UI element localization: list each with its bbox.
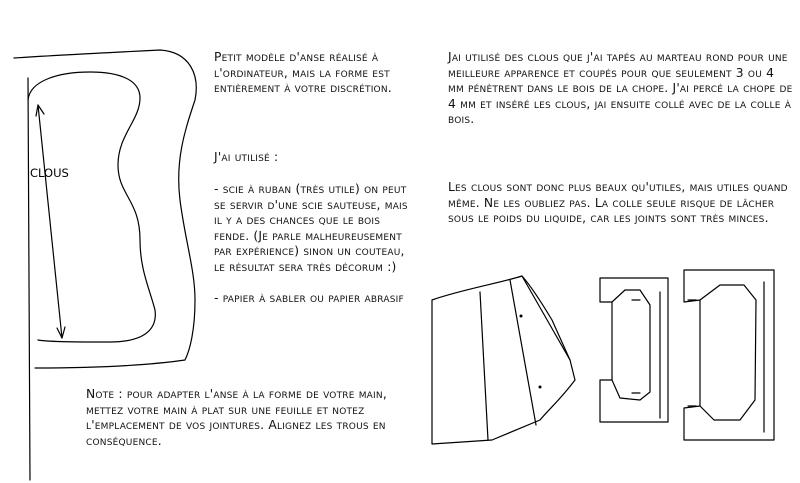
nail-hole-bottom (539, 386, 542, 389)
nail-hole-top (520, 315, 523, 318)
nails-warning-paragraph: Les clous sont donc plus beaux qu'utiles, mais utiles quand même. Ne les oubliez pas. La colle seule risque de lâcher sous le poids du liquide, car les joints sont très minces. (448, 180, 788, 226)
large-handle-drawing (684, 270, 774, 440)
clous-arrowhead-top (36, 105, 44, 116)
tools-heading: J'ai utilisé : (214, 150, 279, 164)
intro-text: Petit modèle d'anse réalisé à l'ordinateur, mais la forme est entièrement à votre discrétion. (214, 50, 392, 96)
handle-outline (14, 50, 196, 368)
mug-body-drawing (432, 276, 575, 444)
large-handle-outline (684, 270, 774, 440)
tools-list (214, 182, 414, 321)
clous-label: CLOUS (30, 166, 69, 180)
stave-line-2 (510, 280, 536, 425)
tool-item-sandpaper: - papier à sabler ou papier abrasif (214, 290, 404, 305)
edge-line (28, 78, 30, 480)
clous-arrow (38, 105, 62, 338)
small-handle-drawing (600, 278, 668, 422)
nails-paragraph: Jai utilisé des clous que j'ai tapés au marteau rond pour une meilleure apparence et coupés pour que seulement 3 ou 4 mm pénètrent dans le bois de la chope. J'ai percé la chope de 4 mm et inséré les clous, jai ensuite collé avec de la colle à bois. (448, 50, 793, 127)
stave-line-1 (480, 292, 488, 440)
mug-outline (432, 276, 575, 444)
note-text: Note : pour adapter l'anse à la forme de votre main, mettez votre main à plat sur une feuille et notez l'emplacement de vos jointures. Alignez les trous en conséquence. (86, 387, 387, 448)
tool-item-saw: - scie à ruban (très utile) on peut se servir d'une scie sauteuse, mais il y a des chances que le bois fende. (Je parle malheureusement par expérience) sinon un couteau, le résultat sera très décorum :) (214, 182, 408, 274)
handle-inner-cutout (28, 72, 155, 342)
